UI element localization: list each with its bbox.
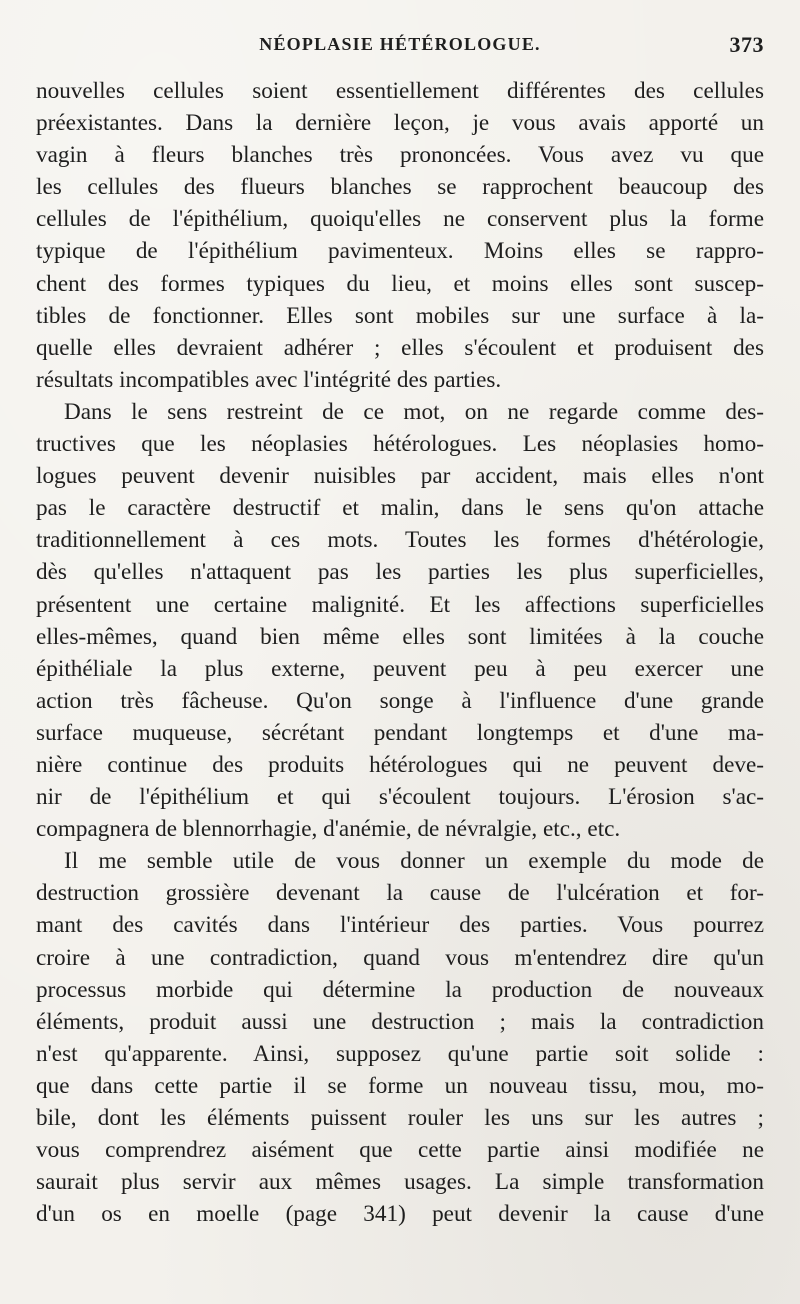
text-line: bile, dont les éléments puissent rouler les uns sur les autres ;: [36, 1105, 764, 1131]
text-line: vagin à fleurs blanches très prononcées. Vous avez vu que: [36, 142, 764, 169]
text-line: que dans cette partie il se forme un nouveau tissu, mou, mo-: [36, 1072, 764, 1099]
text-line: typique de l'épithélium pavimenteux. Moins elles se rappro-: [36, 238, 764, 265]
text-line: surface muqueuse, sécrétant pendant longtemps et d'une ma-: [36, 719, 764, 746]
text-line: n'est qu'apparente. Ainsi, supposez qu'une partie soit solide :: [36, 1040, 764, 1067]
body-text: [36, 75, 764, 1230]
text-line: dès qu'elles n'attaquent pas les parties les plus superficielles,: [36, 559, 764, 586]
text-line: saurait plus servir aux mêmes usages. La simple transformation: [36, 1169, 764, 1196]
text-line: les cellules des flueurs blanches se rapprochent beaucoup des: [36, 174, 764, 201]
text-line: tibles de fonctionner. Elles sont mobiles sur une surface à la-: [36, 302, 764, 329]
page-header: [36, 34, 764, 62]
text-line: épithéliale la plus externe, peuvent peu à peu exercer une: [36, 655, 764, 682]
text-line: traditionnellement à ces mots. Toutes les formes d'hétérologie,: [36, 527, 764, 554]
text-line: pas le caractère destructif et malin, dans le sens qu'on attache: [36, 495, 764, 522]
paragraph: [36, 845, 764, 1230]
text-line: préexistantes. Dans la dernière leçon, je vous avais apporté un: [36, 110, 764, 137]
text-line: processus morbide qui détermine la production de nouveaux: [36, 976, 764, 1003]
text-line: croire à une contradiction, quand vous m'entendrez dire qu'un: [36, 944, 764, 971]
text-line: résultats incompatibles avec l'intégrité des parties.: [36, 366, 502, 393]
text-line: action très fâcheuse. Qu'on songe à l'influence d'une grande: [36, 687, 764, 714]
paragraph: [36, 396, 764, 845]
text-line: elles-mêmes, quand bien même elles sont limitées à la couche: [36, 623, 764, 650]
text-line: vous comprendrez aisément que cette partie ainsi modifiée ne: [36, 1137, 764, 1164]
text-line: Dans le sens restreint de ce mot, on ne regarde comme des-: [64, 398, 764, 425]
text-line: chent des formes typiques du lieu, et moins elles sont suscep-: [36, 270, 764, 297]
paragraph: [36, 75, 764, 396]
text-line: mant des cavités dans l'intérieur des parties. Vous pourrez: [36, 912, 764, 939]
page-number: 373: [729, 32, 764, 57]
text-line: quelle elles devraient adhérer ; elles s'écoulent et produisent des: [36, 334, 764, 361]
text-line: nir de l'épithélium et qui s'écoulent toujours. L'érosion s'ac-: [36, 784, 764, 811]
text-line: éléments, produit aussi une destruction ; mais la contradiction: [36, 1008, 764, 1035]
running-title: NÉOPLASIE HÉTÉROLOGUE.: [259, 34, 541, 54]
text-line: cellules de l'épithélium, quoiqu'elles ne conservent plus la forme: [36, 206, 764, 233]
text-line: présentent une certaine malignité. Et les affections superficielles: [36, 591, 764, 618]
text-line: logues peuvent devenir nuisibles par accident, mais elles n'ont: [36, 463, 764, 490]
text-line: Il me semble utile de vous donner un exemple du mode de: [64, 848, 764, 875]
text-line: compagnera de blennorrhagie, d'anémie, de névralgie, etc., etc.: [36, 816, 621, 843]
text-line: nouvelles cellules soient essentiellement différentes des cellules: [36, 78, 764, 104]
text-line: d'un os en moelle (page 341) peut devenir la cause d'une: [36, 1201, 764, 1228]
text-line: tructives que les néoplasies hétérologues. Les néoplasies homo-: [36, 431, 764, 458]
text-line: nière continue des produits hétérologues qui ne peuvent deve-: [36, 751, 764, 778]
text-line: destruction grossière devenant la cause de l'ulcération et for-: [36, 880, 764, 907]
